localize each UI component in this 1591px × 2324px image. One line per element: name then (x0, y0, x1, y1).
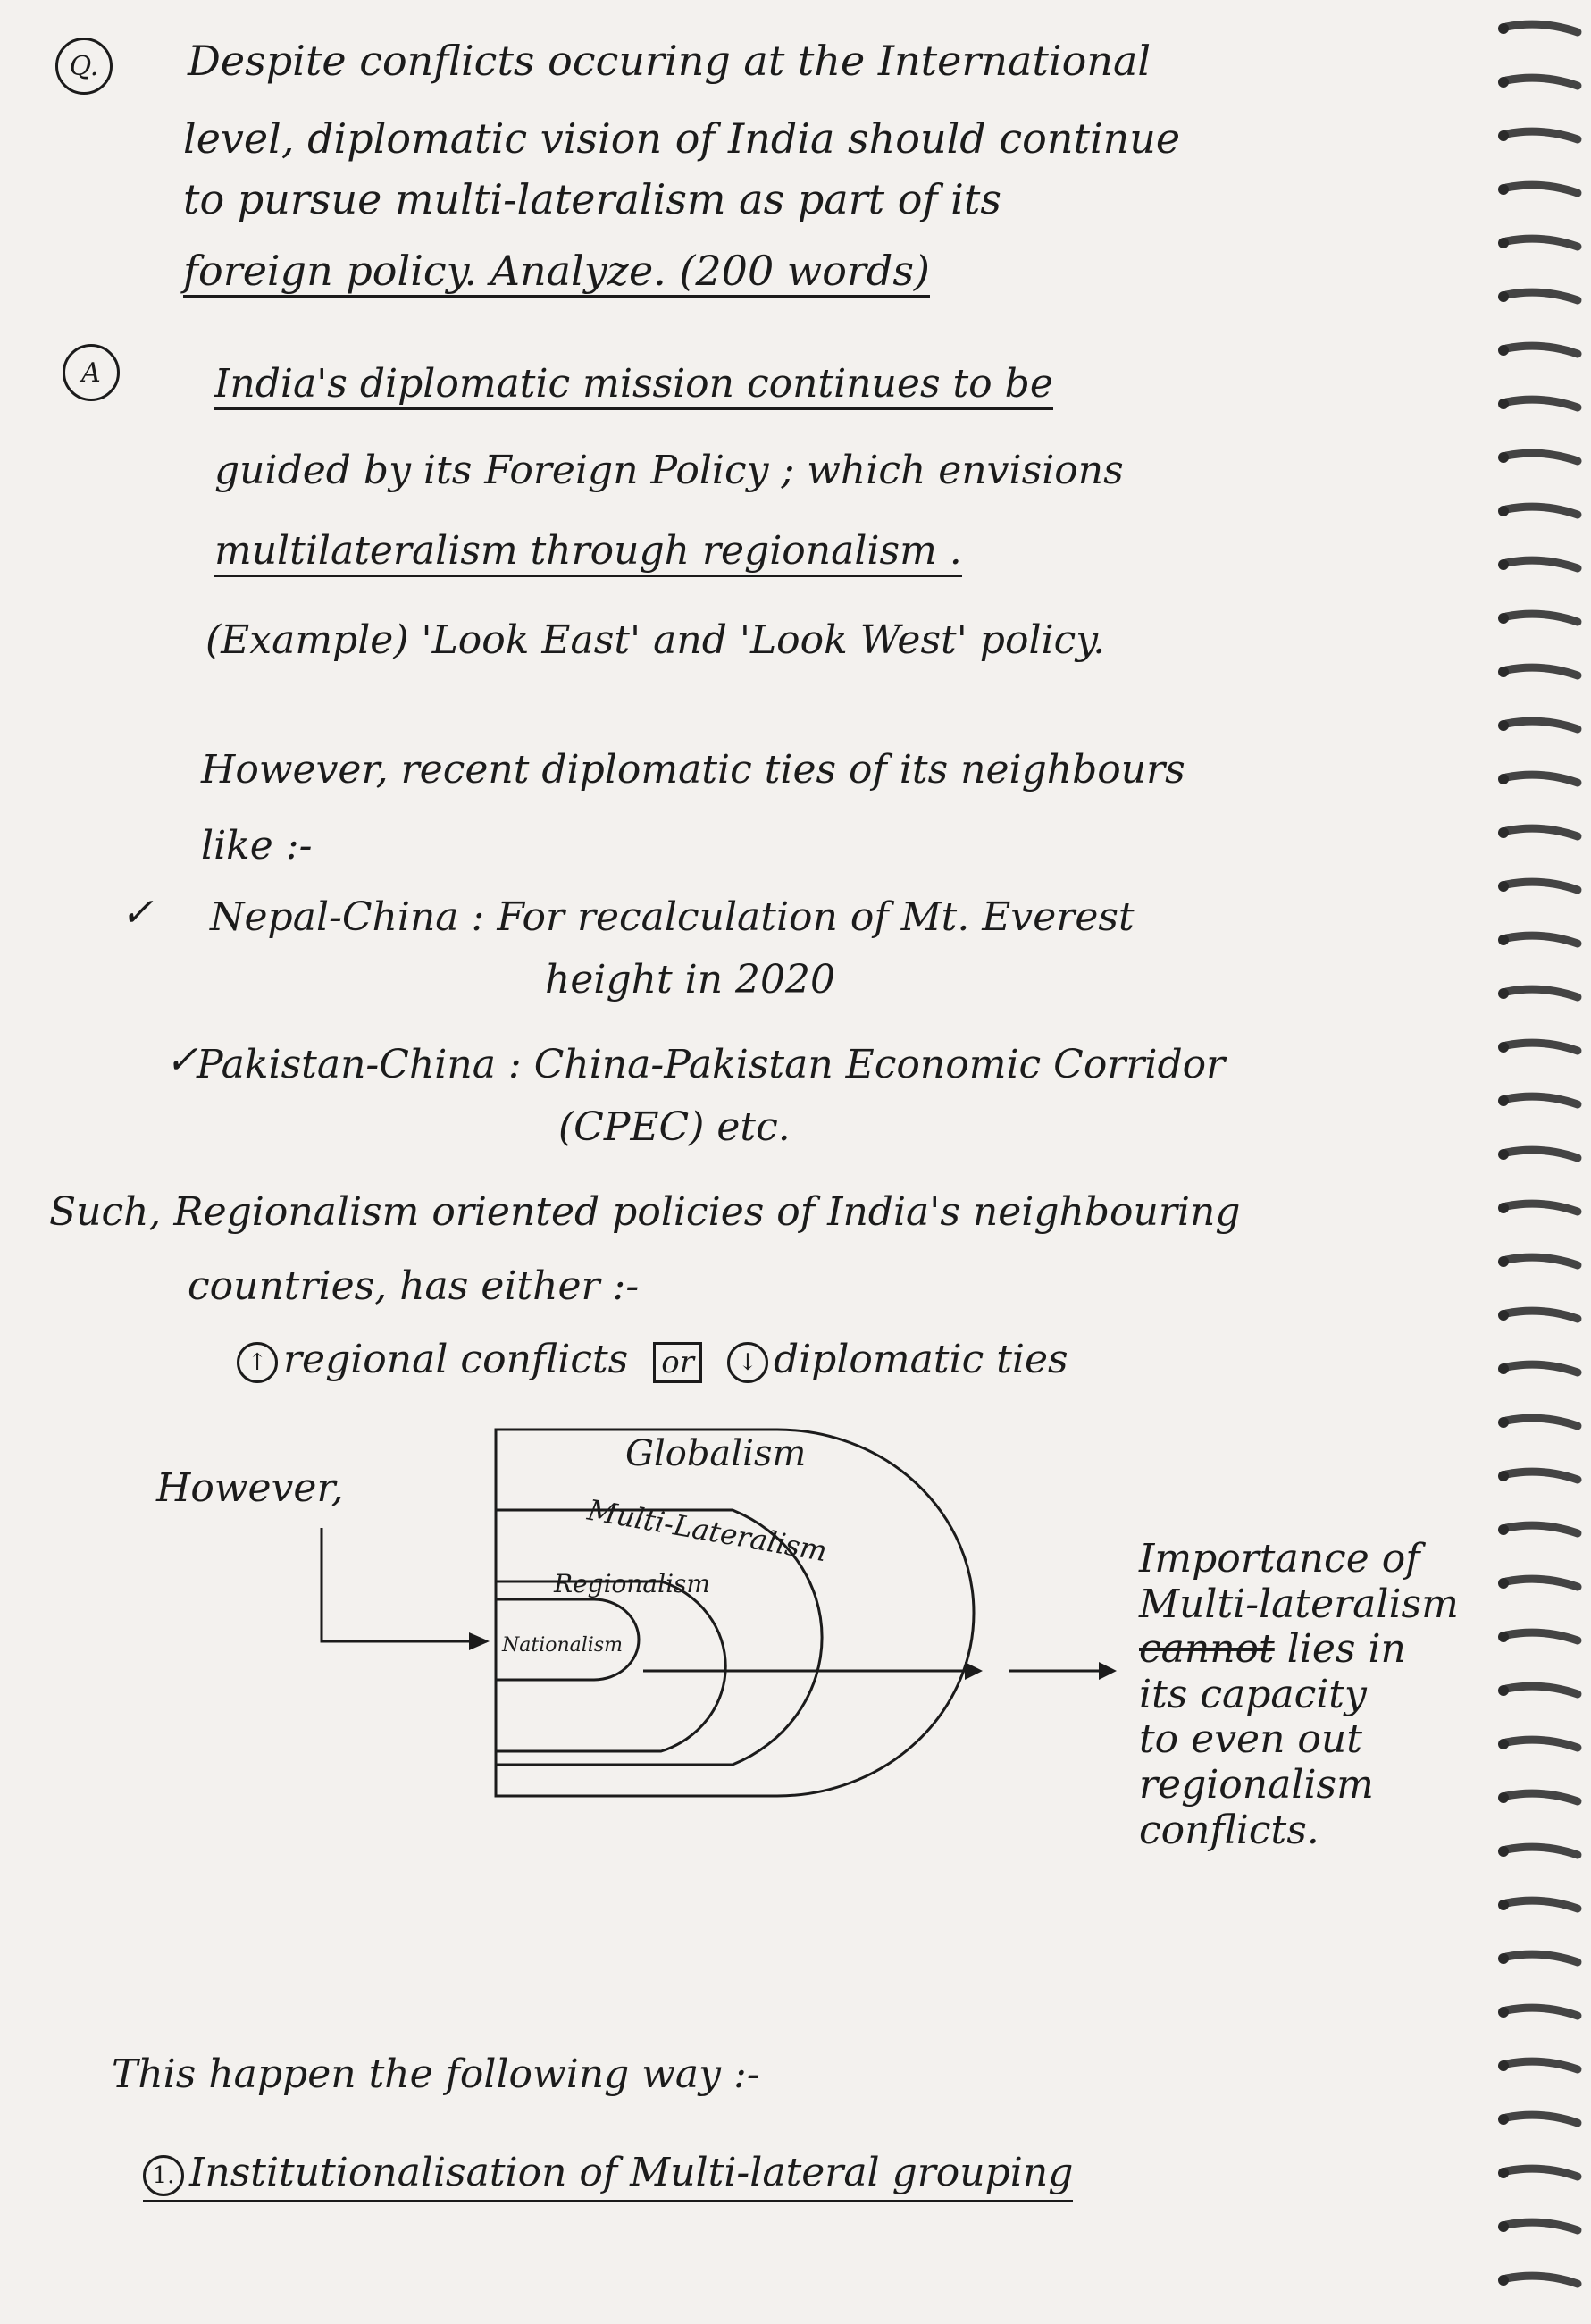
spiral-loop (1506, 2276, 1578, 2284)
up-arrow-icon: ↑ (237, 1342, 278, 1383)
spiral-loop (1506, 935, 1578, 944)
spiral-hole (1498, 130, 1509, 141)
such-line-2: countries, has either :- (188, 1263, 640, 1309)
spiral-loop (1506, 614, 1578, 622)
spiral-loop (1506, 1579, 1578, 1587)
answer-marker: A (63, 344, 120, 401)
regionalism-arc (496, 1581, 725, 1751)
nationalism-arc (496, 1599, 639, 1680)
spiral-loop (1506, 2008, 1578, 2016)
spiral-loop (1506, 989, 1578, 997)
intro-line-1: India's diplomatic mission continues to be (214, 365, 1053, 410)
spiral-loop (1506, 1793, 1578, 1801)
side-note-line-1: Importance of (1139, 1536, 1420, 1581)
spiral-hole (1498, 1310, 1509, 1321)
spiral-loop (1506, 2169, 1578, 2177)
spiral-loop (1506, 1847, 1578, 1855)
point-1-number: 1. (143, 2155, 184, 2196)
tick-1-text: Nepal-China : For recalculation of Mt. Everest (210, 894, 1135, 940)
question-line-3: to pursue multi-lateralism as part of its (183, 175, 1001, 223)
multilateralism-arc (496, 1510, 822, 1765)
spiral-hole (1498, 1256, 1509, 1267)
spiral-loop (1506, 399, 1578, 407)
however-line-1: However, recent diplomatic ties of its neighbours (201, 747, 1185, 793)
spiral-hole (1498, 988, 1509, 999)
spiral-hole (1498, 559, 1509, 570)
side-note-rest-3: to even out (1139, 1716, 1362, 1763)
tick-1-cont: height in 2020 (545, 957, 835, 1003)
spiral-hole (1498, 506, 1509, 516)
intro-line-2: guided by its Foreign Policy ; which envisions (214, 448, 1124, 493)
spiral-hole (1498, 613, 1509, 624)
spiral-loop (1506, 1311, 1578, 1319)
spiral-binding (1493, 0, 1591, 2324)
spiral-hole (1498, 77, 1509, 88)
spiral-hole (1498, 1632, 1509, 1642)
spiral-loop (1506, 78, 1578, 86)
spiral-loop (1506, 453, 1578, 461)
spiral-loop (1506, 721, 1578, 729)
spiral-loop (1506, 1096, 1578, 1104)
spiral-loop (1506, 2061, 1578, 2069)
spiral-loop (1506, 1900, 1578, 1909)
tick-1-mark: ✓ (121, 890, 154, 935)
tick-2-cont: (CPEC) etc. (558, 1104, 791, 1150)
question-marker: Q. (55, 38, 113, 95)
spiral-hole (1498, 1042, 1509, 1053)
spiral-hole (1498, 2168, 1509, 2178)
spiral-hole (1498, 1095, 1509, 1106)
either-down-text: diplomatic ties (773, 1337, 1068, 1382)
spiral-hole (1498, 1417, 1509, 1428)
spiral-hole (1498, 935, 1509, 945)
spiral-loop (1506, 346, 1578, 354)
spiral-hole (1498, 1471, 1509, 1481)
spiral-hole (1498, 720, 1509, 731)
spiral-hole (1498, 2060, 1509, 2071)
spiral-hole (1498, 827, 1509, 838)
question-line-1: Despite conflicts occuring at the International (188, 37, 1151, 85)
point-1 (143, 2150, 1074, 2202)
side-note-struck: cannot (1139, 1626, 1275, 1673)
spiral-hole (1498, 1149, 1509, 1160)
level-regionalism: Regionalism (554, 1569, 710, 1598)
spiral-hole (1498, 1524, 1509, 1535)
spiral-hole (1498, 238, 1509, 248)
either-line (237, 1337, 1068, 1383)
spiral-loop (1506, 1204, 1578, 1212)
spiral-loop (1506, 239, 1578, 247)
level-multilateralism: Multi-Lateralism (584, 1492, 830, 1569)
side-note-rest-2: its capacity (1139, 1671, 1367, 1717)
diagram-however: However, (156, 1465, 344, 1511)
however-arrowhead (469, 1632, 490, 1650)
tick-2-mark: ✓ (165, 1037, 198, 1083)
spiral-loop (1506, 1632, 1578, 1640)
center-arrowhead (965, 1662, 983, 1680)
closing-line: This happen the following way :- (112, 2051, 760, 2097)
spiral-hole (1498, 1578, 1509, 1589)
spiral-loop (1506, 560, 1578, 568)
side-note-rest-1: lies in (1286, 1626, 1406, 1673)
such-line-1: Such, Regionalism oriented policies of India's neighbouring (49, 1189, 1241, 1235)
spiral-loop (1506, 24, 1578, 32)
spiral-hole (1498, 345, 1509, 356)
spiral-loop (1506, 1740, 1578, 1748)
spiral-loop (1506, 775, 1578, 783)
spiral-hole (1498, 1900, 1509, 1910)
intro-line-3: multilateralism through regionalism . (214, 532, 962, 577)
spiral-hole (1498, 1792, 1509, 1803)
spiral-loop (1506, 507, 1578, 515)
spiral-loop (1506, 1472, 1578, 1480)
spiral-hole (1498, 452, 1509, 463)
intro-line-4: (Example) 'Look East' and 'Look West' policy. (205, 617, 1106, 663)
spiral-loop (1506, 2115, 1578, 2123)
or-box: or (653, 1342, 702, 1383)
spiral-loop (1506, 1686, 1578, 1694)
spiral-loop (1506, 1043, 1578, 1051)
level-globalism: Globalism (625, 1433, 807, 1474)
spiral-loop (1506, 2222, 1578, 2230)
spiral-loop (1506, 1364, 1578, 1372)
tick-2-text: Pakistan-China : China-Pakistan Economic Corridor (197, 1042, 1226, 1087)
spiral-loop (1506, 292, 1578, 300)
spiral-hole (1498, 291, 1509, 302)
globalism-arc (496, 1430, 974, 1796)
question-line-4: foreign policy. Analyze. (200 words) (183, 250, 930, 298)
spiral-loop (1506, 185, 1578, 193)
side-note-rest-4: regionalism (1139, 1761, 1374, 1808)
spiral-loop (1506, 882, 1578, 890)
spiral-hole (1498, 2221, 1509, 2232)
question-line-2: level, diplomatic vision of India should continue (183, 114, 1181, 163)
spiral-hole (1498, 23, 1509, 34)
spiral-loop (1506, 131, 1578, 139)
spiral-loop (1506, 1257, 1578, 1265)
spiral-hole (1498, 774, 1509, 784)
point-1-text: Institutionalisation of Multi-lateral grouping (189, 2150, 1074, 2195)
spiral-hole (1498, 399, 1509, 409)
spiral-hole (1498, 2114, 1509, 2125)
spiral-loop (1506, 667, 1578, 675)
spiral-hole (1498, 881, 1509, 892)
spiral-loop (1506, 1418, 1578, 1426)
spiral-hole (1498, 1846, 1509, 1857)
spiral-hole (1498, 2007, 1509, 2018)
spiral-hole (1498, 2275, 1509, 2286)
however-arrow-line (322, 1528, 487, 1641)
spiral-hole (1498, 1953, 1509, 1964)
however-line-2: like :- (201, 823, 313, 868)
down-arrow-icon: ↓ (727, 1342, 768, 1383)
spiral-hole (1498, 1203, 1509, 1213)
either-up-text: regional conflicts (283, 1337, 629, 1382)
note-arrowhead (1099, 1662, 1117, 1680)
spiral-loop (1506, 1525, 1578, 1533)
spiral-hole (1498, 1363, 1509, 1374)
spiral-hole (1498, 667, 1509, 677)
spiral-loop (1506, 1954, 1578, 1962)
spiral-hole (1498, 184, 1509, 195)
spiral-loop (1506, 828, 1578, 836)
level-nationalism: Nationalism (502, 1634, 623, 1657)
spiral-loop (1506, 1150, 1578, 1158)
spiral-hole (1498, 1685, 1509, 1696)
side-note (1139, 1537, 1459, 1853)
spiral-hole (1498, 1739, 1509, 1749)
side-note-rest-5: conflicts. (1139, 1807, 1319, 1853)
side-note-line-2: Multi-lateralism (1139, 1581, 1459, 1627)
